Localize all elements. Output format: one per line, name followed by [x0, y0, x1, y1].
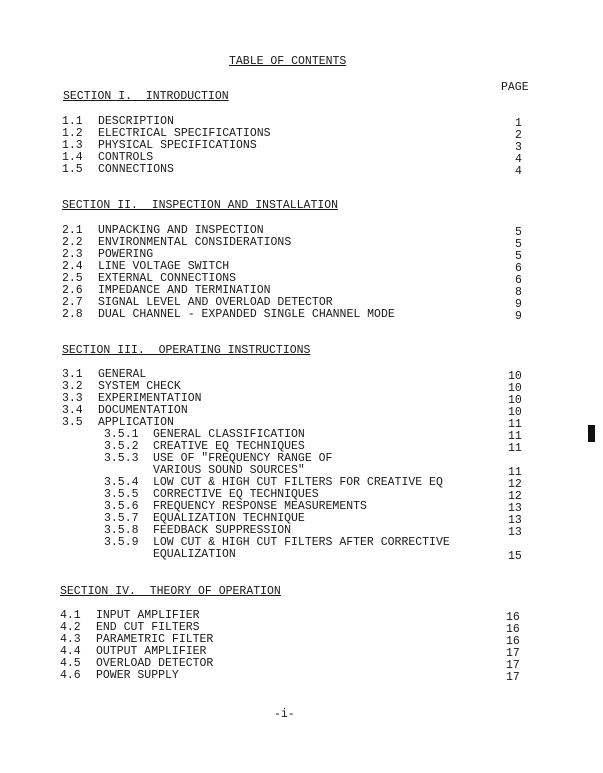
toc-page: 2	[515, 129, 522, 142]
toc-text: DESCRIPTION	[98, 115, 174, 128]
toc-num: 1.4	[62, 151, 83, 164]
toc-page: 11	[508, 442, 522, 455]
toc-text: SIGNAL LEVEL AND OVERLOAD DETECTOR	[98, 296, 333, 309]
toc-text-continued: VARIOUS SOUND SOURCES"	[153, 464, 305, 477]
toc-num: 1.1	[62, 115, 83, 128]
toc-num: 1.3	[62, 139, 83, 152]
toc-text: CONTROLS	[98, 151, 154, 164]
toc-num: 2.6	[62, 284, 83, 297]
toc-page: 5	[515, 238, 522, 251]
toc-text: ELECTRICAL SPECIFICATIONS	[98, 127, 271, 140]
toc-page: 16	[506, 611, 520, 624]
toc-page: 9	[515, 298, 522, 311]
toc-text: CREATIVE EQ TECHNIQUES	[153, 440, 305, 453]
toc-num: 4.3	[60, 633, 81, 646]
toc-num: 4.1	[60, 609, 81, 622]
toc-subnum: 3.5.1	[104, 428, 139, 441]
section-heading: SECTION II. INSPECTION AND INSTALLATION	[62, 199, 339, 212]
toc-num: 3.5	[62, 416, 83, 429]
toc-page: 9	[515, 310, 522, 323]
toc-page: 10	[508, 406, 522, 419]
toc-text: USE OF "FREQUENCY RANGE OF	[153, 452, 333, 465]
toc-page: 5	[515, 226, 522, 239]
toc-page: 12	[508, 478, 522, 491]
toc-text-continued: EQUALIZATION	[153, 548, 236, 561]
toc-text: OUTPUT AMPLIFIER	[96, 645, 207, 658]
toc-text: END CUT FILTERS	[96, 621, 200, 634]
section-heading: SECTION I. INTRODUCTION	[63, 90, 229, 103]
toc-num: 2.3	[62, 248, 83, 261]
toc-num: 1.2	[62, 127, 83, 140]
toc-page: 16	[506, 623, 520, 636]
toc-num: 2.2	[62, 236, 83, 249]
toc-text: DOCUMENTATION	[98, 404, 188, 417]
toc-page: 6	[515, 262, 522, 275]
toc-num: 2.1	[62, 224, 83, 237]
toc-title: TABLE OF CONTENTS	[229, 55, 347, 68]
toc-page: 13	[508, 526, 522, 539]
toc-page: 11	[508, 466, 522, 479]
toc-text: CORRECTIVE EQ TECHNIQUES	[153, 488, 319, 501]
toc-subnum: 3.5.4	[104, 476, 139, 489]
section-heading: SECTION III. OPERATING INSTRUCTIONS	[62, 344, 311, 357]
toc-text: EQUALIZATION TECHNIQUE	[153, 512, 305, 525]
toc-page: 15	[508, 550, 522, 563]
toc-page: 12	[508, 490, 522, 503]
toc-text: DUAL CHANNEL - EXPANDED SINGLE CHANNEL MODE	[98, 308, 395, 321]
toc-text: POWER SUPPLY	[96, 669, 179, 682]
toc-page: 17	[506, 671, 520, 684]
toc-num: 4.5	[60, 657, 81, 670]
toc-num: 2.5	[62, 272, 83, 285]
toc-text: PHYSICAL SPECIFICATIONS	[98, 139, 257, 152]
section-heading: SECTION IV. THEORY OF OPERATION	[60, 585, 281, 598]
toc-text: FEEDBACK SUPPRESSION	[153, 524, 292, 537]
toc-num: 2.4	[62, 260, 83, 273]
toc-subnum: 3.5.5	[104, 488, 139, 501]
toc-num: 4.6	[60, 669, 81, 682]
toc-subnum: 3.5.8	[104, 524, 139, 537]
toc-text: EXTERNAL CONNECTIONS	[98, 272, 237, 285]
toc-text: EXPERIMENTATION	[98, 392, 202, 405]
toc-page: 4	[515, 165, 522, 178]
toc-page: 17	[506, 647, 520, 660]
toc-subnum: 3.5.2	[104, 440, 139, 453]
toc-subnum: 3.5.6	[104, 500, 139, 513]
toc-page: 13	[508, 514, 522, 527]
toc-subnum: 3.5.3	[104, 452, 139, 465]
toc-page: 10	[508, 394, 522, 407]
toc-num: 3.2	[62, 380, 83, 393]
toc-text: LOW CUT & HIGH CUT FILTERS AFTER CORRECTIVE	[153, 536, 450, 549]
toc-text: LINE VOLTAGE SWITCH	[98, 260, 230, 273]
toc-text: IMPEDANCE AND TERMINATION	[98, 284, 271, 297]
toc-num: 3.1	[62, 368, 83, 381]
toc-page: 8	[515, 286, 522, 299]
toc-num: 3.4	[62, 404, 83, 417]
toc-num: 2.8	[62, 308, 83, 321]
toc-page: 10	[508, 370, 522, 383]
toc-page: 4	[515, 153, 522, 166]
toc-text: CONNECTIONS	[98, 163, 174, 176]
toc-subnum: 3.5.9	[104, 536, 139, 549]
toc-num: 1.5	[62, 163, 83, 176]
toc-num: 3.3	[62, 392, 83, 405]
toc-num: 4.4	[60, 645, 81, 658]
toc-text: ENVIRONMENTAL CONSIDERATIONS	[98, 236, 292, 249]
page-number-footer: -i-	[274, 708, 295, 721]
page-column-header: PAGE	[501, 81, 529, 94]
toc-page: 5	[515, 250, 522, 263]
toc-num: 4.2	[60, 621, 81, 634]
toc-text: UNPACKING AND INSPECTION	[98, 224, 264, 237]
toc-text: OVERLOAD DETECTOR	[96, 657, 214, 670]
margin-marker	[588, 425, 595, 442]
toc-page: 13	[508, 502, 522, 515]
toc-subnum: 3.5.7	[104, 512, 139, 525]
toc-text: PARAMETRIC FILTER	[96, 633, 214, 646]
toc-text: POWERING	[98, 248, 154, 261]
toc-num: 2.7	[62, 296, 83, 309]
toc-text: FREQUENCY RESPONSE MEASUREMENTS	[153, 500, 367, 513]
toc-page: 16	[506, 635, 520, 648]
toc-page: 3	[515, 141, 522, 154]
toc-text: APPLICATION	[98, 416, 174, 429]
toc-text: INPUT AMPLIFIER	[96, 609, 200, 622]
toc-text: LOW CUT & HIGH CUT FILTERS FOR CREATIVE EQ	[153, 476, 443, 489]
toc-page: 10	[508, 382, 522, 395]
toc-text: SYSTEM CHECK	[98, 380, 181, 393]
toc-page: 1	[515, 117, 522, 130]
toc-text: GENERAL	[98, 368, 147, 381]
toc-page: 17	[506, 659, 520, 672]
toc-page: 11	[508, 418, 522, 431]
toc-text: GENERAL CLASSIFICATION	[153, 428, 305, 441]
toc-page: 11	[508, 430, 522, 443]
toc-page: 6	[515, 274, 522, 287]
